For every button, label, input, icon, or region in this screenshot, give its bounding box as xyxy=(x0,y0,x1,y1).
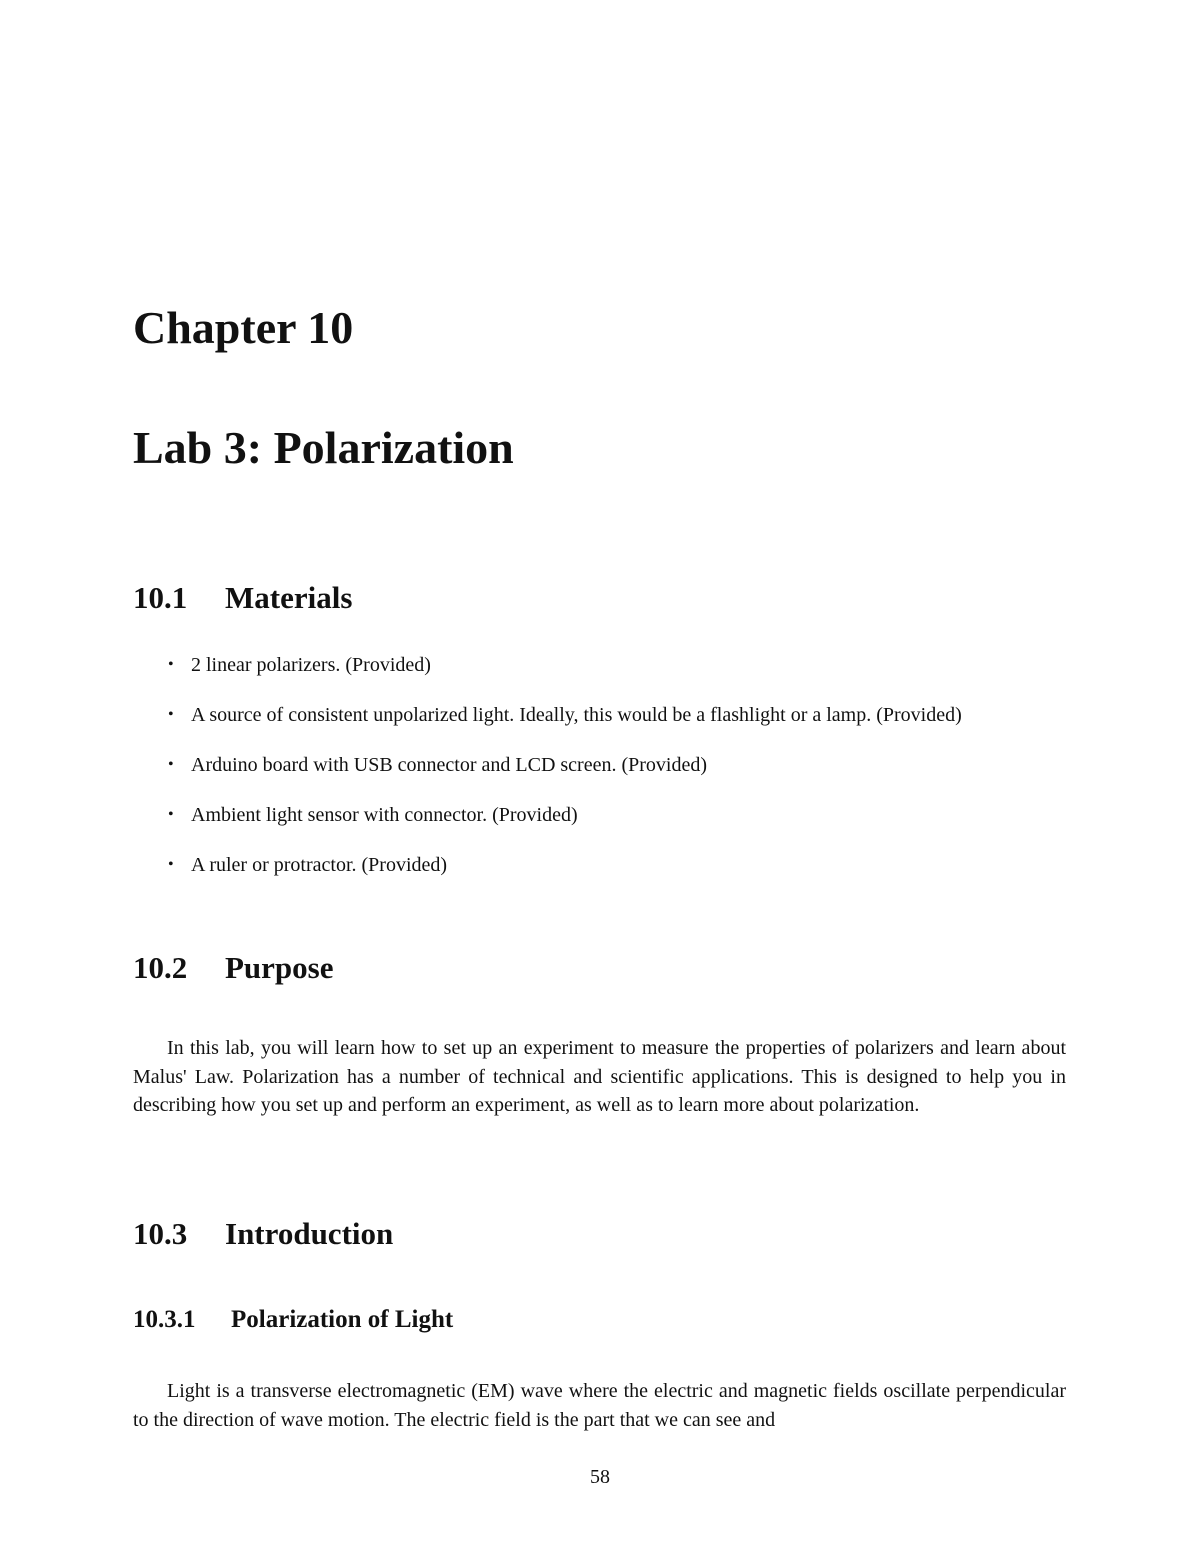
section-heading-materials xyxy=(133,578,352,618)
section-number: 10.3 xyxy=(133,1216,188,1251)
polarization-paragraph: Light is a transverse electromagnetic (EM) wave where the electric and magnetic fields oscillate perpendicular to the direction of wave motion. The electric field is the part that we can see and xyxy=(133,1380,1066,1431)
list-item-text: A source of consistent unpolarized light. Ideally, this would be a flashlight or a lamp. (Provided) xyxy=(191,704,962,726)
section-title: Introduction xyxy=(225,1216,394,1251)
list-item xyxy=(166,750,1086,800)
section-title: Purpose xyxy=(225,950,334,985)
subsection-heading-polarization-of-light xyxy=(133,1304,453,1336)
bullet-icon: • xyxy=(168,856,174,873)
list-item xyxy=(166,850,1086,900)
bullet-icon: • xyxy=(168,806,174,823)
page-number: 58 xyxy=(590,1466,610,1488)
section-heading-introduction xyxy=(133,1214,393,1254)
subsection-title: Polarization of Light xyxy=(231,1306,454,1333)
subsection-number: 10.3.1 xyxy=(133,1306,196,1333)
section-heading-purpose xyxy=(133,948,334,988)
bullet-icon: • xyxy=(168,756,174,773)
section-number: 10.1 xyxy=(133,580,188,615)
list-item xyxy=(166,700,1086,750)
materials-list xyxy=(166,650,1086,900)
list-item-text: 2 linear polarizers. (Provided) xyxy=(191,654,431,676)
list-item xyxy=(166,650,1086,700)
list-item xyxy=(166,800,1086,850)
list-item-text: A ruler or protractor. (Provided) xyxy=(191,854,448,876)
section-title: Materials xyxy=(225,580,353,615)
bullet-icon: • xyxy=(168,656,174,673)
chapter-label: Chapter 10 xyxy=(133,302,354,353)
list-item-text: Ambient light sensor with connector. (Provided) xyxy=(191,804,578,826)
section-number: 10.2 xyxy=(133,950,188,985)
chapter-title: Lab 3: Polarization xyxy=(133,422,514,473)
list-item-text: Arduino board with USB connector and LCD screen. (Provided) xyxy=(191,754,707,776)
bullet-icon: • xyxy=(168,706,174,723)
purpose-paragraph: In this lab, you will learn how to set up an experiment to measure the properties of polarizers and learn about Malus' Law. Polarization has a number of technical and scientific applications. This is designed to help you in describing how you set up and perform an experiment, as well as to learn more about polarization. xyxy=(133,1037,1066,1116)
